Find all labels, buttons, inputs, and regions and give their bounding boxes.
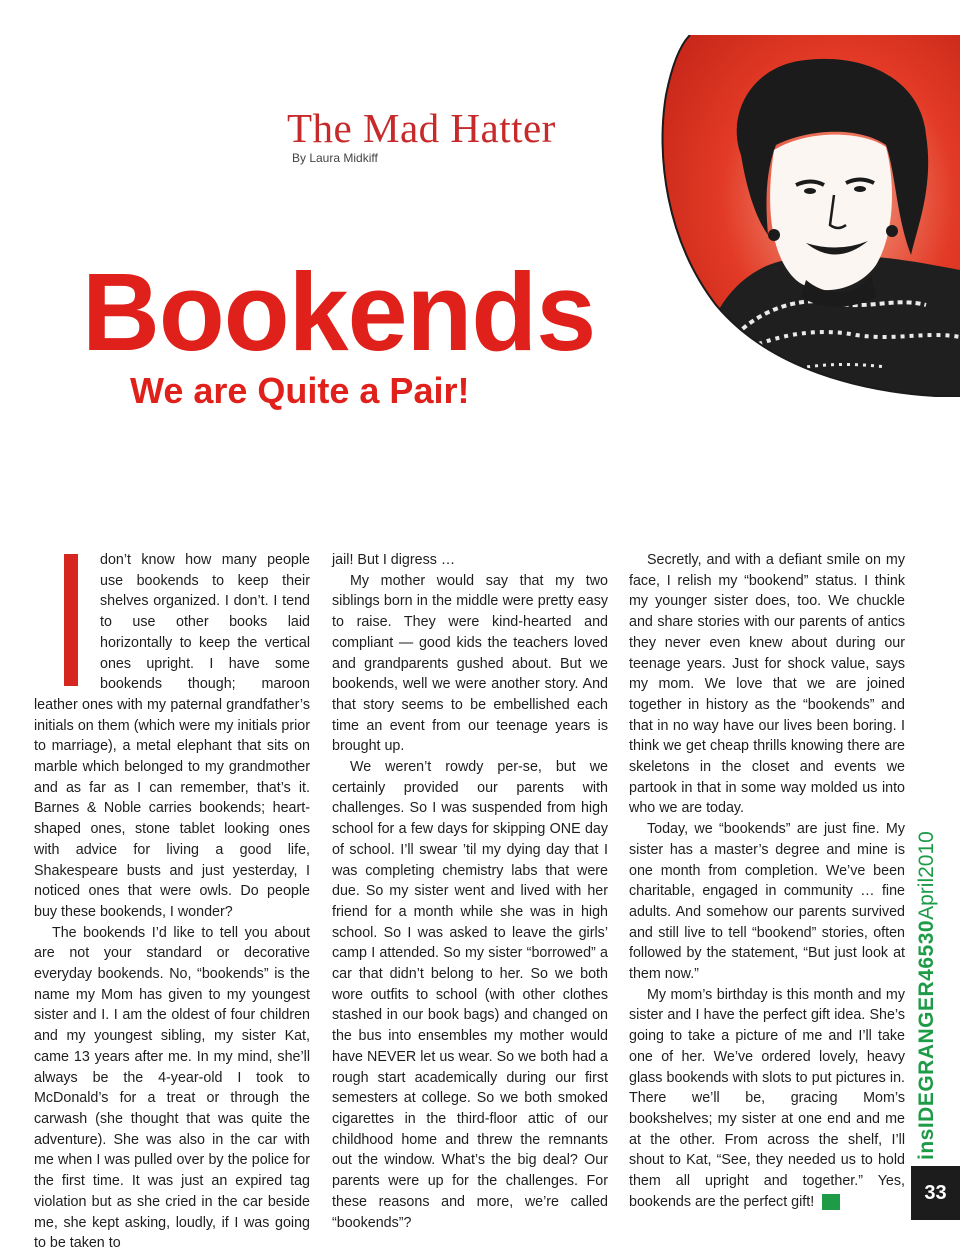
article-paragraph: The bookends I’d like to tell you about are not your standard or decorative everyday bookends. No, “bookends” is the name my Mom has given to my youngest sister and I. I am the oldest of four children and my youngest sibling, my sister Kat, came 13 years after me. In my mind, she’ll always be the 4-year-old I took to McDonald’s for a treat or through the carwash (she thought that was quite the adventure). She was also in the car with me when I was pulled over by the police for the first time. It was just an expired tag violation but as she cried in the car beside me, she kept asking, loudly, if I was going to be taken to [34,924,310,1252]
article-paragraph: jail! But I digress … [332,552,456,568]
article-column-2 [332,550,608,1233]
issue-date: April2010 [915,831,938,920]
article-paragraph [34,550,310,923]
page-number: 33 [911,1166,960,1220]
article-paragraph: Today, we “bookends” are just fine. My sister has a master’s degree and mine is one month from completion. We’ve been charitable, engaged in community … fine adults. And somehow our parents survived and still live to tell “bookend” stories, often followed by the statement, “But just look at them now.” [629,821,905,983]
paragraph-text: My mom’s birthday is this month and my sister and I have the perfect gift idea. She’s going to take a picture of me and I’ll take one of her. We’ve ordered lovely, heavy glass bookends with slots to put pictures in. There we’ll be, gracing Mom’s bookshelves; my sister at one end and me at the other. From across the shelf, I’ll shout to Kat, “See, they needed us to hold them all upright and together.” Yes, bookends are the perfect gift! [629,986,905,1210]
magazine-spine-label [916,831,937,1160]
article-column-1 [34,550,310,1254]
byline: By Laura Midkiff [292,151,378,165]
column-title: The Mad Hatter [287,105,556,151]
article-paragraph: Secretly, and with a defiant smile on my face, I relish my “bookend” status. I think my younger sister does, too. We chuckle and share stories with our parents of antics they never even knew about during our teenage years. Just for shock value, says my mom. We love that we are joined together in history as the “bookends” and that in no way have our lives been boring. I think we get cheap thrills knowing there are skeletons in the closet and events we partook in that in some way molded us into who we are today. [629,552,905,817]
drop-cap-i [64,554,78,686]
author-portrait [656,35,960,397]
article-column-3 [629,550,905,1213]
article-paragraph [629,985,905,1213]
subhead: We are Quite a Pair! [130,370,470,411]
article-paragraph: My mother would say that my two siblings born in the middle were pretty easy to raise. They were kind-hearted and compliant — good kids the teachers loved and grandparents gushed about. But we bookends, well we were another story. And that story seems to be embellished each time an event from our teenage years is brought up. [332,572,608,755]
headline: Bookends [82,251,596,374]
paragraph-text: don’t know how many people use bookends to keep their shelves organized. I don’t. I tend to use other books laid horizontally to keep the vertical ones upright. I have some bookends though; maroon leather ones with my paternal grandfather’s initials on them (which were my initials prior to marriage), a metal elephant that sits on marble which belonged to my grandmother and as far as I can remember, that’s it. Barnes & Noble carries bookends; heart-shaped ones, stone tablet looking ones with advice for living a good life, Shakespeare busts and just yesterday, I noticed ones that were owls. Do people buy these bookends, I wonder? [34,552,310,920]
article-paragraph: We weren’t rowdy per-se, but we certainly provided our parents with challenges. So I was suspended from high school for a few days for skipping ONE day of school. I’ll swear ’til my dying day that I was completing chemistry labs that were due. So my sister went and lived with her friend for a month while she was in high school. So I was asked to leave the girls’ camp I attended. So my sister “borrowed” a car that didn’t belong to her. So we both wore outfits to school (with other clothes stashed in our book bags) and changed on the bus into ensembles my mother would have NEVER let us wear. So we both had a rough start academically during our first semesters at college. So we both smoked cigarettes in the third-floor attic of our childhood home and threw the remnants out the window. What’s the big deal? Our parents were up for the challenges. For these reasons and more, we’re called “bookends”? [332,759,608,1231]
magazine-brand: insIDEGRANGER46530 [915,919,938,1160]
end-mark-logo: IG [822,1194,840,1210]
